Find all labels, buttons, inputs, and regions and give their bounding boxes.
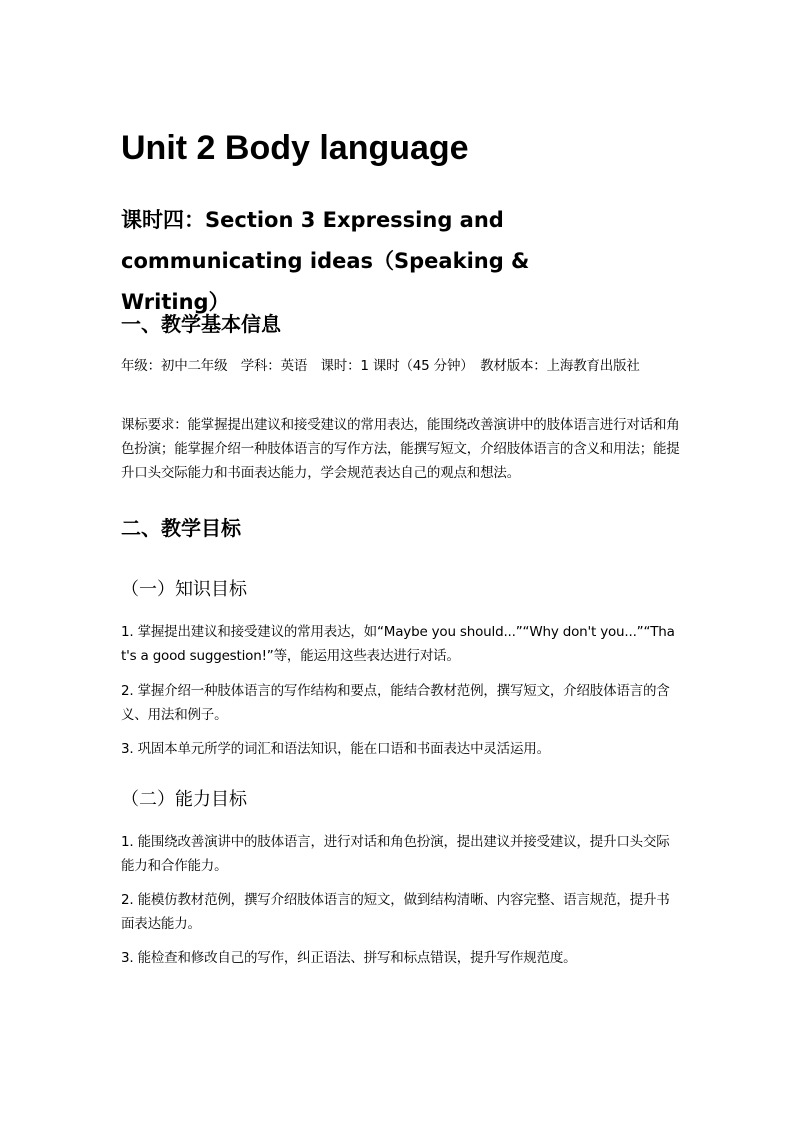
ability-objective-2: 2. 能模仿教材范例，撰写介绍肢体语言的短文，做到结构清晰、内容完整、语言规范，提升书面表达能力。 [121, 892, 670, 932]
document-title: Unit 2 Body language [121, 129, 469, 167]
ability-objective-3: 3. 能检查和修改自己的写作，纠正语法、拼写和标点错误，提升写作规范度。 [121, 950, 577, 966]
ability-objective-1: 1. 能围绕改善演讲中的肢体语言，进行对话和角色扮演，提出建议并接受建议，提升口头交际能力和合作能力。 [121, 834, 670, 874]
section-heading-basic-info: 一、教学基本信息 [121, 312, 281, 336]
knowledge-objective-1: 1. 掌握提出建议和接受建议的常用表达，如“Maybe you should...”“Why don't you...”“That's a good suggestion!”等，能运用这些表达进行对话。 [121, 624, 675, 664]
knowledge-objective-2: 2. 掌握介绍一种肢体语言的写作结构和要点，能结合教材范例，撰写短文，介绍肢体语言的含义、用法和例子。 [121, 683, 670, 723]
curriculum-requirement: 课标要求：能掌握提出建议和接受建议的常用表达，能围绕改善演讲中的肢体语言进行对话和角色扮演；能掌握介绍一种肢体语言的写作方法，能撰写短文，介绍肢体语言的含义和用法；能提升口头交际能力和书面表达能力，学会规范表达自己的观点和想法。 [121, 417, 680, 481]
subheading-ability-objectives: （二）能力目标 [121, 789, 247, 810]
lesson-subtitle: 课时四：Section 3 Expressing and communicating ideas（Speaking & Writing） [121, 208, 530, 314]
section-heading-objectives: 二、教学目标 [121, 516, 241, 540]
basic-info-line: 年级：初中二年级 学科：英语 课时：1 课时（45 分钟） 教材版本：上海教育出版社 [121, 358, 640, 374]
subheading-knowledge-objectives: （一）知识目标 [121, 579, 247, 600]
knowledge-objective-3: 3. 巩固本单元所学的词汇和语法知识，能在口语和书面表达中灵活运用。 [121, 741, 550, 757]
